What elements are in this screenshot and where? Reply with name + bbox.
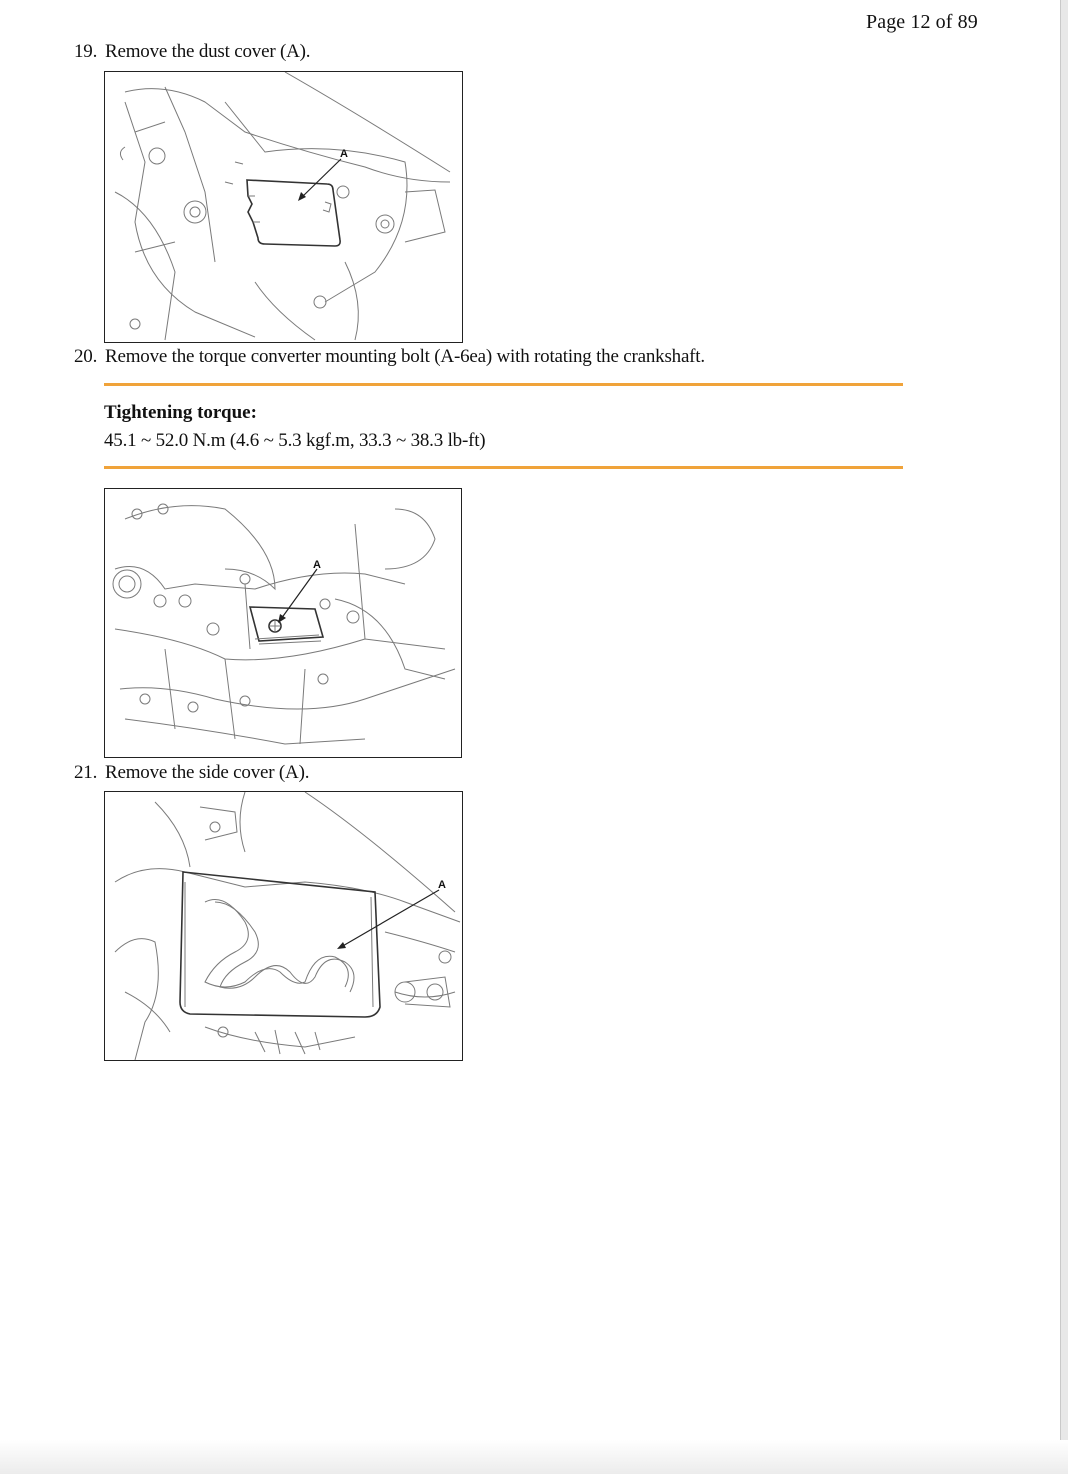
step-number: 19. — [74, 41, 98, 62]
step-number: 20. — [74, 346, 98, 367]
viewer-bottom-shadow — [0, 1440, 1068, 1474]
step-number: 21. — [74, 762, 98, 783]
spec-title: Tightening torque: — [104, 402, 257, 423]
spec-bottom-rule — [104, 466, 903, 469]
callout-label: A — [438, 879, 446, 891]
step-19 — [74, 41, 310, 63]
step-20 — [74, 346, 705, 368]
figure-dust-cover — [104, 71, 463, 343]
step-21 — [74, 762, 309, 784]
figure-side-cover — [104, 791, 463, 1061]
step-text: Remove the dust cover (A). — [105, 41, 311, 62]
step-text: Remove the torque converter mounting bolt (A-6ea) with rotating the crankshaft. — [105, 346, 705, 367]
figure-torque-converter-bolt — [104, 488, 462, 758]
callout-label: A — [313, 559, 321, 571]
page-number: Page 12 of 89 — [866, 11, 978, 33]
dust-cover-illustration — [105, 72, 462, 342]
torque-converter-illustration — [105, 489, 461, 757]
spec-value: 45.1 ~ 52.0 N.m (4.6 ~ 5.3 kgf.m, 33.3 ~ 38.3 lb-ft) — [104, 430, 486, 451]
side-cover-illustration — [105, 792, 462, 1060]
spec-top-rule — [104, 383, 903, 386]
step-text: Remove the side cover (A). — [105, 762, 310, 783]
callout-label: A — [340, 148, 348, 160]
